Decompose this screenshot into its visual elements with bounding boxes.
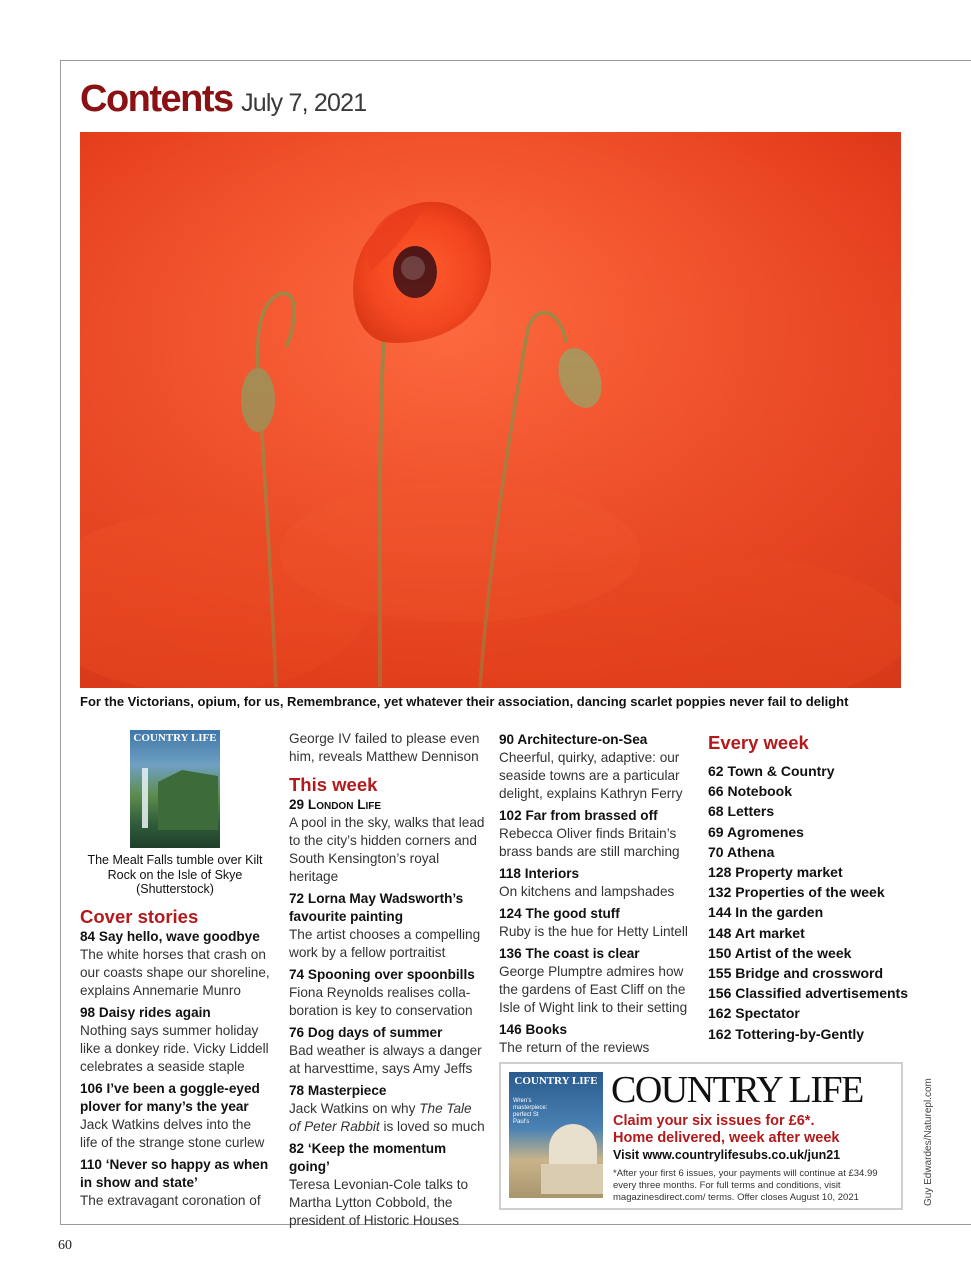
entry-desc: Ruby is the hue for Hetty Lintell <box>499 924 688 939</box>
cover-stories-heading: Cover stories <box>80 906 199 927</box>
entry-desc: George Plumptre admires how the gardens of East Cliff on the Isle of Wight link to their setting <box>499 964 688 1015</box>
list-item[interactable]: 68 Letters <box>708 803 775 820</box>
promo-masthead: COUNTRY LIFE <box>611 1069 863 1111</box>
building-graphic <box>541 1164 603 1194</box>
entry-title: 110 ‘Never so happy as when in show and state’ <box>80 1157 269 1190</box>
list-item[interactable] <box>499 731 695 803</box>
list-item[interactable]: 69 Agromenes <box>708 823 804 840</box>
hero-caption: For the Victorians, opium, for us, Remembrance, yet whatever their association, dancing scarlet poppies never fail to delight <box>80 694 849 709</box>
entry-desc: The return of the reviews <box>499 1040 650 1055</box>
entry-desc: The extravagant coronation of <box>80 1193 261 1208</box>
entry-title: 76 Dog days of summer <box>289 1025 443 1040</box>
features-section <box>499 731 695 1061</box>
promo-cover-masthead: COUNTRY LIFE <box>514 1075 598 1087</box>
list-item[interactable]: 66 Notebook <box>708 783 793 800</box>
cover-cliff-graphic <box>158 770 218 830</box>
entry-title: 146 Books <box>499 1022 568 1037</box>
list-item[interactable] <box>289 890 485 962</box>
entry-title: 84 Say hello, wave goodbye <box>80 929 260 944</box>
list-item[interactable] <box>499 1021 695 1057</box>
issue-date: July 7, 2021 <box>241 89 367 117</box>
list-item[interactable] <box>80 1004 270 1076</box>
entry-title: 118 Interiors <box>499 866 580 881</box>
entry-title: 136 The coast is clear <box>499 946 640 961</box>
promo-offer-line: Claim your six issues for £6*. <box>613 1113 815 1129</box>
entry-desc: Jack Watkins delves into the life of the strange stone curlew <box>80 1117 265 1150</box>
list-item[interactable] <box>499 945 695 1017</box>
entry-desc: On kitchens and lampshades <box>499 884 675 899</box>
every-week-section <box>708 732 908 1044</box>
list-item[interactable]: 128 Property market <box>708 864 843 881</box>
entry-desc: Teresa Levonian-Cole talks to Martha Lytton Cobbold, the president of Historic Houses <box>289 1177 469 1228</box>
entry-desc: A pool in the sky, walks that lead to the city’s hidden corners and South Kensington’s royal heritage <box>289 815 485 884</box>
entry-desc: The artist chooses a compelling work by a fellow portraitist <box>289 927 481 960</box>
cover-caption: The Mealt Falls tumble over Kilt Rock on the Isle of Skye (Shutterstock) <box>87 853 263 896</box>
list-item[interactable]: 132 Properties of the week <box>708 884 885 901</box>
entry-title: 98 Daisy rides again <box>80 1005 211 1020</box>
list-item[interactable] <box>499 905 695 941</box>
list-item[interactable]: 144 In the garden <box>708 904 824 921</box>
entry-title: 90 Architecture-on-Sea <box>499 732 648 747</box>
list-item[interactable]: 155 Bridge and crossword <box>708 965 884 982</box>
entry-page-number: 29 <box>289 797 305 812</box>
entry-desc-text: Jack Watkins on why <box>289 1101 420 1116</box>
photo-credit <box>924 1066 944 1206</box>
list-item[interactable] <box>80 928 270 1000</box>
magazine-cover-thumbnail[interactable] <box>130 730 220 848</box>
list-item[interactable] <box>289 1082 485 1136</box>
entry-desc: Cheerful, quirky, adaptive: our seaside towns are a particular delight, explains Kathryn Ferry <box>499 750 683 801</box>
promo-cover-text: Wren’s masterpiece: perfect St Paul’s <box>513 1098 548 1125</box>
list-item[interactable] <box>80 1156 270 1210</box>
entry-section-name: London Life <box>307 797 382 812</box>
entry-desc: The white horses that crash on our coasts shape our shoreline, explains Annemarie Munro <box>80 947 270 998</box>
list-item[interactable]: 148 Art market <box>708 924 805 941</box>
list-item[interactable]: 156 Classified advertisements <box>708 985 908 1002</box>
list-item[interactable]: 162 Tottering-by-Gently <box>708 1025 865 1042</box>
list-item[interactable] <box>289 966 485 1020</box>
every-week-heading: Every week <box>708 732 809 753</box>
entry-title: 106 I’ve been a goggle-eyed plover for many’s the year <box>80 1081 260 1114</box>
entry-title: 72 Lorna May Wadsworth’s favourite painting <box>289 891 464 924</box>
list-item[interactable] <box>289 1140 485 1230</box>
entry-desc: Bad weather is always a danger at harvesttime, says Amy Jeffs <box>289 1043 482 1076</box>
entry-title: 124 The good stuff <box>499 906 620 921</box>
page-title <box>80 78 366 121</box>
hero-photo <box>80 132 901 688</box>
promo-fine-print: *After your first 6 issues, your payments will continue at £34.99 every three months. For full terms and conditions, visit magazinesdirect.com/ terms. Offer closes August 10, 2021 <box>613 1168 878 1203</box>
promo-cover-thumbnail <box>509 1072 603 1198</box>
list-item[interactable] <box>289 1024 485 1078</box>
list-item[interactable]: 162 Spectator <box>708 1005 800 1022</box>
promo-link[interactable]: Visit www.countrylifesubs.co.uk/jun21 <box>613 1148 841 1162</box>
list-item[interactable]: 62 Town & Country <box>708 763 835 779</box>
entry-desc <box>289 1100 485 1136</box>
cover-masthead: COUNTRY LIFE <box>133 732 217 744</box>
entry-desc-text: is loved so much <box>379 1119 485 1134</box>
promo-offer <box>613 1113 839 1147</box>
subscription-promo[interactable] <box>499 1062 903 1210</box>
entry-desc: Nothing says summer holiday like a donkey ride. Vicky Liddell celebrates a seaside staple <box>80 1023 269 1074</box>
entry-title: 82 ‘Keep the momentum going’ <box>289 1141 447 1174</box>
continued-text: George IV failed to please even him, reveals Matthew Dennison <box>289 731 480 764</box>
entry-title: 102 Far from brassed off <box>499 808 658 823</box>
poppy-illustration <box>80 132 901 688</box>
photo-credit-text: Guy Edwardes/Naturepl.com <box>923 1078 934 1206</box>
entry-title <box>289 796 485 814</box>
book-title: The Tale of Peter Rabbit <box>289 1101 472 1134</box>
this-week-heading: This week <box>289 774 378 795</box>
this-week-section <box>289 730 485 1234</box>
entry-title: 78 Masterpiece <box>289 1083 387 1098</box>
promo-offer-line: Home delivered, week after week <box>613 1130 840 1146</box>
entry-title: 74 Spooning over spoonbills <box>289 967 475 982</box>
entry-desc: Fiona Reynolds realises colla-boration is key to conservation <box>289 985 473 1018</box>
list-item[interactable]: 150 Artist of the week <box>708 944 852 961</box>
dome-graphic <box>549 1124 597 1164</box>
cover-waterfall-graphic <box>142 768 148 828</box>
page-number: 60 <box>58 1238 72 1253</box>
every-week-list <box>708 761 908 1044</box>
list-item[interactable] <box>80 1080 270 1152</box>
contents-heading: Contents <box>80 78 233 120</box>
list-item[interactable] <box>289 796 485 886</box>
list-item[interactable] <box>499 807 695 861</box>
entry-desc: Rebecca Oliver finds Britain’s brass bands are still marching <box>499 826 680 859</box>
list-item[interactable]: 70 Athena <box>708 843 775 860</box>
list-item[interactable] <box>499 865 695 901</box>
cover-stories-section <box>80 906 270 1214</box>
